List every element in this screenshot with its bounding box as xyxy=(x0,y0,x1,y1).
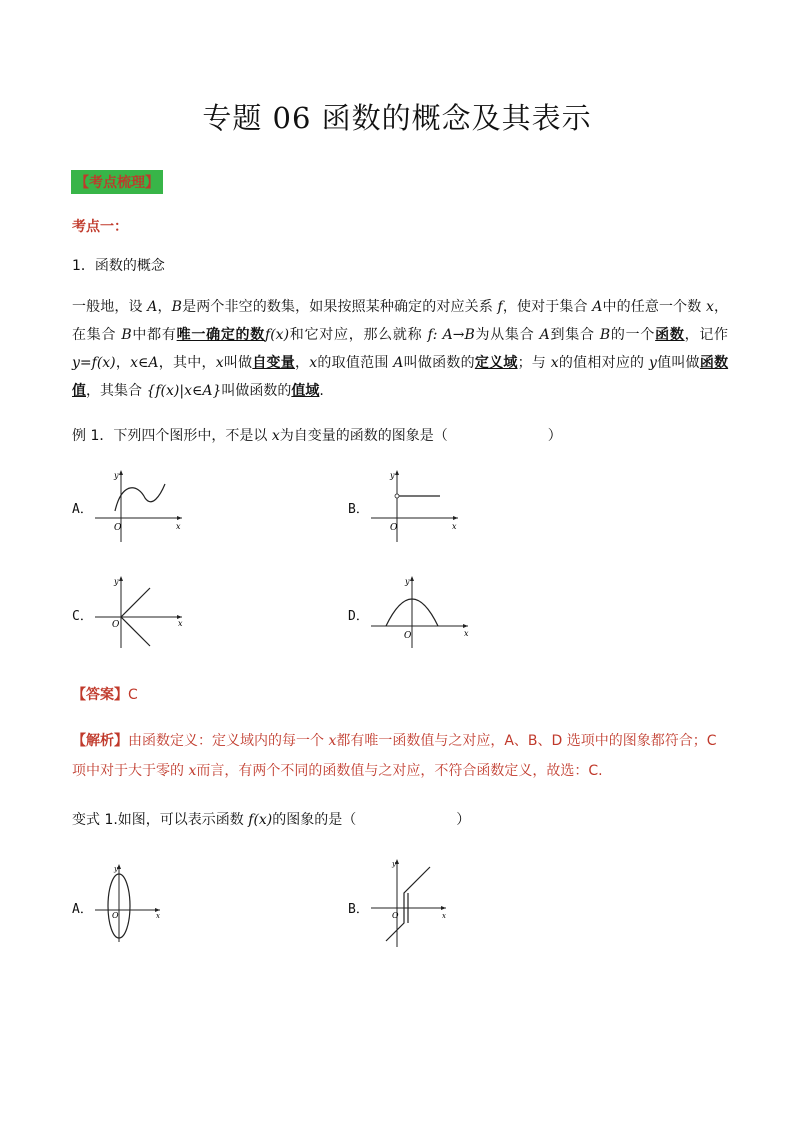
svg-text:y: y xyxy=(114,471,119,480)
option-b-label: B． xyxy=(348,502,369,517)
page-title: 专题 06 函数的概念及其表示 xyxy=(202,101,592,135)
svg-text:O: O xyxy=(390,523,398,533)
option-c-label: C． xyxy=(72,609,93,624)
svg-text:x: x xyxy=(464,629,469,638)
svg-text:O: O xyxy=(404,631,412,641)
svg-text:y: y xyxy=(405,577,410,586)
svg-text:O: O xyxy=(114,523,122,533)
variant-1-question: 变式 1.如图，可以表示函数 f(x)的图象的是（ ） xyxy=(72,812,471,828)
section-tag: 【考点梳理】 xyxy=(71,170,163,194)
definition-paragraph: 一般地，设 A，B是两个非空的数集，如果按照某种确定的对应关系 f，使对于集合 A中的任意一个数 x，在集合 B中都有唯一确定的数f(x)和它对应，那么就称 f: A→B为从集合 A到集合 B的一个函数，记作 y=f(x)，x∈A，其中，x叫做自变量，x的取值范围 A叫做函数的定义域；与 x的值相对应的 y值叫做函数值，其集合 {f(x)|x∈A}叫做函数的值域. xyxy=(72,299,729,399)
svg-text:x: x xyxy=(176,522,181,531)
graph-b xyxy=(366,466,466,546)
variant-option-b-label: B． xyxy=(348,902,369,917)
svg-text:y: y xyxy=(392,860,396,868)
variant-option-a-label: A． xyxy=(72,902,93,917)
example-1-question: 例 1．下列四个图形中，不是以 x为自变量的函数的图象是（ ） xyxy=(72,428,562,444)
svg-text:O: O xyxy=(112,911,119,920)
svg-text:y: y xyxy=(114,865,118,873)
explanation: 【解析】由函数定义：定义域内的每一个 x都有唯一函数值与之对应，A、B、D 选项中的图象都符合；C 项中对于大于零的 x而言，有两个不同的函数值与之对应，不符合函数定义，故选：C. xyxy=(72,733,717,779)
svg-text:y: y xyxy=(390,471,395,480)
svg-text:x: x xyxy=(442,912,446,920)
svg-text:O: O xyxy=(392,911,399,920)
answer: 【答案】C xyxy=(72,687,138,703)
graph-d xyxy=(366,572,476,652)
section-heading: 1．函数的概念 xyxy=(72,258,165,274)
svg-text:x: x xyxy=(452,522,457,531)
graph-c xyxy=(90,572,190,652)
svg-text:x: x xyxy=(178,619,183,628)
variant-graph-a xyxy=(90,860,170,945)
svg-text:y: y xyxy=(114,577,119,586)
graph-a xyxy=(90,466,190,546)
kaodian-heading: 考点一： xyxy=(72,219,128,235)
option-a-label: A． xyxy=(72,502,93,517)
svg-text:O: O xyxy=(112,620,120,630)
svg-text:x: x xyxy=(156,912,160,920)
variant-graph-b xyxy=(366,855,456,950)
option-d-label: D． xyxy=(348,609,369,624)
